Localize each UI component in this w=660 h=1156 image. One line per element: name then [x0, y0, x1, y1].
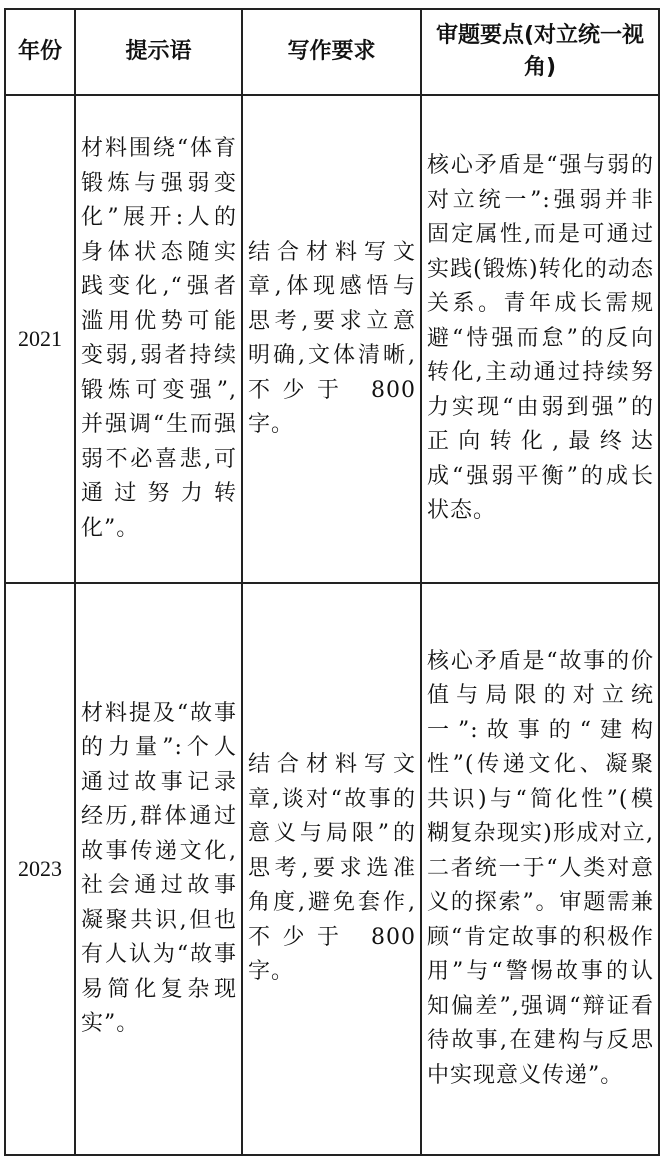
key-points-cell: 核心矛盾是“故事的价值与局限的对立统一”:故事的“建构性”(传递文化、凝聚共识)与“简化性”(模糊复杂现实)形成对立,二者统一于“人类对意义的探索”。审题需兼顾“肯定故事的积极作用”与“警惕故事的认知偏差”,强调“辩证看待故事,在建构与反思中实现意义传递”。: [421, 583, 659, 1155]
table-row: [5, 583, 659, 1155]
requirement-cell: 结合材料写文章,谈对“故事的意义与局限”的思考,要求选准角度,避免套作,不少于 800 字。: [242, 583, 421, 1155]
header-requirement: 写作要求: [242, 9, 421, 95]
exam-table: [4, 8, 660, 1156]
year-cell: 2023: [5, 583, 75, 1155]
hint-cell: 材料围绕“体育锻炼与强弱变化”展开:人的身体状态随实践变化,“强者滥用优势可能变弱,弱者持续锻炼可变强”,并强调“生而强弱不必喜悲,可通过努力转化”。: [75, 95, 242, 583]
year-cell: 2021: [5, 95, 75, 583]
header-row: [5, 9, 659, 95]
hint-cell: 材料提及“故事的力量”:个人通过故事记录经历,群体通过故事传递文化,社会通过故事凝聚共识,但也有人认为“故事易简化复杂现实”。: [75, 583, 242, 1155]
header-key-points: 审题要点(对立统一视角): [421, 9, 659, 95]
key-points-cell: 核心矛盾是“强与弱的对立统一”:强弱并非固定属性,而是可通过 实践(锻炼)转化的动态关系。青年成长需规避“恃强而怠”的反向转化,主动通过持续努力实现“由弱到强”的正向转化,最终达成“强弱平衡”的成长状态。: [421, 95, 659, 583]
header-year: 年份: [5, 9, 75, 95]
requirement-cell: 结合材料写文章,体现感悟与思考,要求立意明确,文体清晰,不少于 800 字。: [242, 95, 421, 583]
table-row: [5, 95, 659, 583]
header-hint: 提示语: [75, 9, 242, 95]
